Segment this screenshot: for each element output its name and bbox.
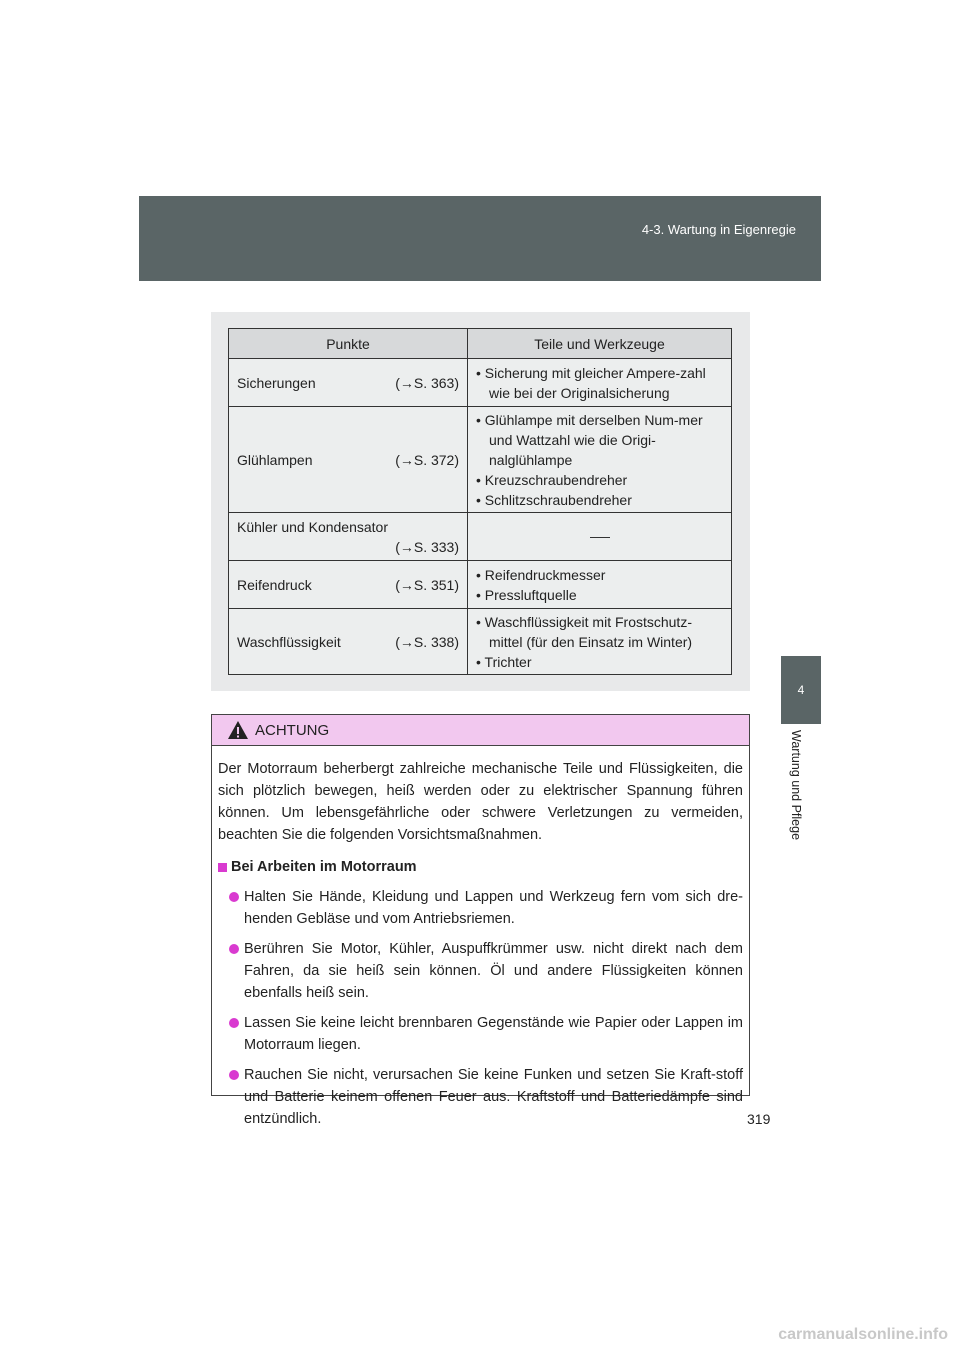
square-bullet-icon <box>218 863 227 872</box>
item-name: Sicherungen <box>237 374 316 391</box>
tools-cell <box>468 561 732 609</box>
warning-box <box>211 714 750 1127</box>
item-name: Waschflüssigkeit <box>237 633 341 650</box>
warning-bullet-text: Lassen Sie keine leicht brennbaren Gegenstände wie Papier oder Lappen im Motorraum liegen. <box>244 1015 743 1053</box>
tools-cell <box>468 609 732 675</box>
warning-subheading <box>218 856 743 878</box>
item-name: Reifendruck <box>237 576 312 593</box>
tool-item: • Waschflüssigkeit mit Frostschutz-mittel (für den Einsatz im Winter) <box>476 612 723 652</box>
table-header-row <box>229 329 732 359</box>
tools-cell-empty <box>468 513 732 561</box>
item-name: Glühlampen <box>237 451 313 468</box>
chapter-number: 4 <box>797 683 805 697</box>
table-row <box>229 359 732 407</box>
item-ref: (→S. 372) <box>395 451 459 468</box>
warning-body <box>212 746 749 1130</box>
item-cell <box>229 407 468 513</box>
header-band <box>139 196 821 281</box>
warning-bullet <box>218 938 743 1004</box>
tools-cell <box>468 407 732 513</box>
warning-bullet-text: Halten Sie Hände, Kleidung und Lappen und Werkzeug fern vom sich dre-henden Gebläse und vom Antriebsriemen. <box>244 889 743 927</box>
header-punkte: Punkte <box>229 329 468 359</box>
warning-bullet-text: Rauchen Sie nicht, verursachen Sie keine Funken und setzen Sie Kraft-stoff und Batterie keinem offenen Feuer aus. Kraftstoff und Batteriedämpfe sind entzündlich. <box>244 1067 743 1127</box>
warning-bullet <box>218 1064 743 1130</box>
tool-item: • Reifendruckmesser <box>476 565 723 585</box>
warning-title: ACHTUNG <box>255 721 330 739</box>
warning-bullet <box>218 886 743 930</box>
circle-bullet-icon <box>229 944 239 954</box>
header-teile: Teile und Werkzeuge <box>468 329 732 359</box>
circle-bullet-icon <box>229 892 239 902</box>
tool-item: • Sicherung mit gleicher Ampere-zahl wie bei der Originalsicherung <box>476 363 723 403</box>
page-number: 319 <box>747 1111 771 1127</box>
tool-item: • Glühlampe mit derselben Num-mer und Wattzahl wie die Origi-nalglühlampe <box>476 410 723 470</box>
table-row <box>229 513 732 561</box>
item-ref: (→S. 333) <box>395 538 459 555</box>
chapter-label-text: Wartung und Pflege <box>789 730 803 841</box>
tools-table-panel <box>211 312 750 691</box>
circle-bullet-icon <box>229 1070 239 1080</box>
chapter-label <box>781 730 821 870</box>
circle-bullet-icon <box>229 1018 239 1028</box>
item-cell <box>229 513 468 561</box>
tools-table <box>228 328 732 675</box>
section-title: 4-3. Wartung in Eigenregie <box>641 222 796 237</box>
item-ref: (→S. 363) <box>395 374 459 391</box>
warning-triangle-icon <box>227 720 249 740</box>
table-row <box>229 407 732 513</box>
table-row <box>229 609 732 675</box>
item-cell <box>229 609 468 675</box>
tool-item: • Trichter <box>476 652 723 672</box>
tool-item: • Pressluftquelle <box>476 585 723 605</box>
warning-header <box>212 715 749 746</box>
tool-item: • Kreuzschraubendreher <box>476 470 723 490</box>
warning-bullet-text: Berühren Sie Motor, Kühler, Auspuffkrümmer usw. nicht direkt nach dem Fahren, da sie heiß sein können. Öl und andere Flüssigkeiten können ebenfalls heiß sein. <box>244 941 743 1001</box>
warning-intro: Der Motorraum beherbergt zahlreiche mechanische Teile und Flüssigkeiten, die sich plötzlich bewegen, heiß werden oder zu elektrischer Spannung führen können. Um lebensgefährliche oder schwere Verletzungen zu vermeiden, beachten Sie die folgenden Vorsichtsmaßnahmen. <box>218 761 743 843</box>
item-ref: (→S. 351) <box>395 576 459 593</box>
chapter-tab <box>781 656 821 724</box>
item-cell <box>229 359 468 407</box>
item-name: Kühler und Kondensator <box>237 518 388 535</box>
warning-bullet <box>218 1012 743 1056</box>
item-ref: (→S. 338) <box>395 633 459 650</box>
table-row <box>229 561 732 609</box>
tool-item: • Schlitzschraubendreher <box>476 490 723 510</box>
dash-mark <box>590 537 610 538</box>
item-cell <box>229 561 468 609</box>
tools-cell <box>468 359 732 407</box>
watermark: carmanualsonline.info <box>778 1326 948 1343</box>
warning-subheading-text: Bei Arbeiten im Motorraum <box>231 859 417 875</box>
